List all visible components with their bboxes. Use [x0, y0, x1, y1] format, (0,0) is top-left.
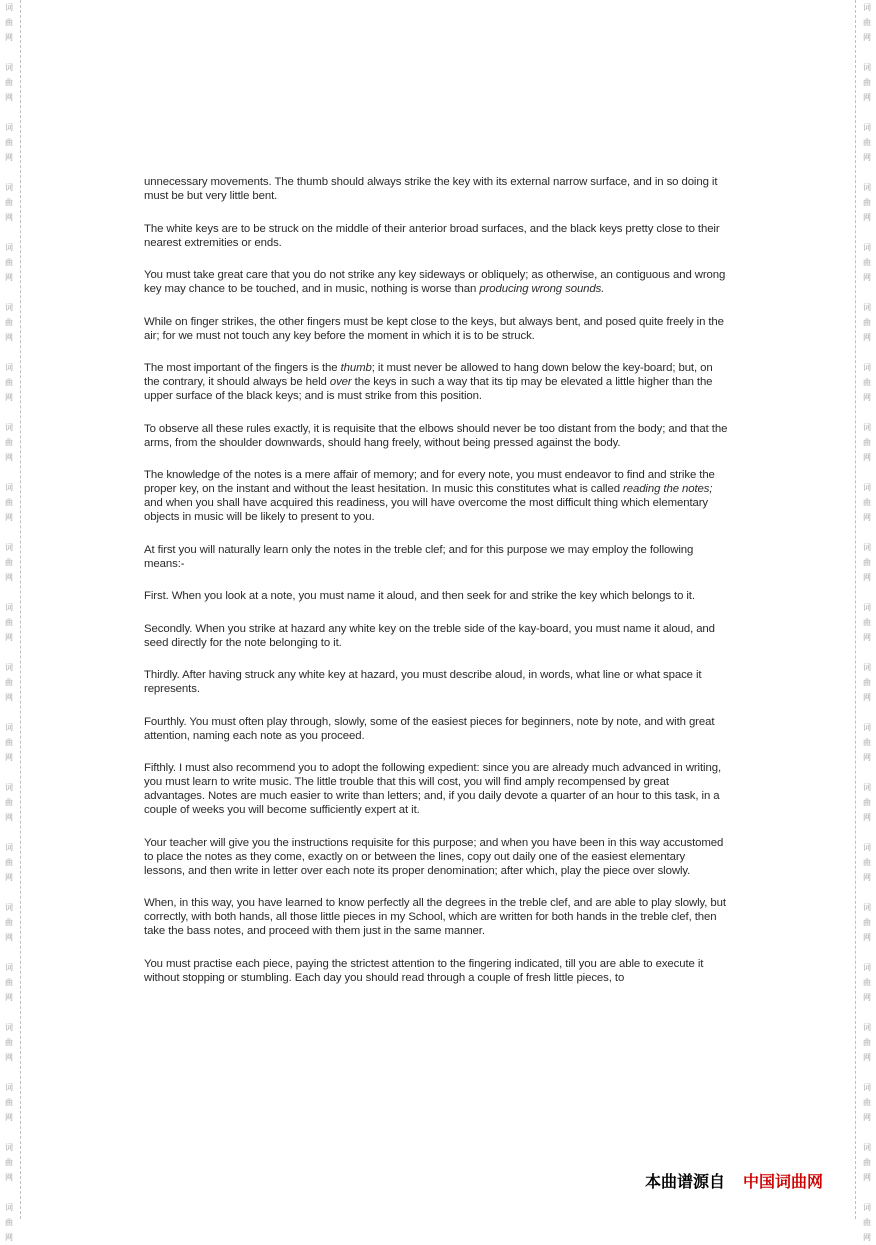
- watermark-glyph: 词: [5, 1203, 13, 1212]
- text-run: At first you will naturally learn only the notes in the treble clef; and for this purpose we may employ the following means:-: [144, 543, 694, 570]
- watermark-glyph: 曲: [5, 318, 13, 327]
- watermark-glyph: 曲: [5, 558, 13, 567]
- body-paragraph: [144, 175, 728, 203]
- watermark-glyph: 网: [863, 933, 871, 942]
- watermark-glyph: 曲: [5, 858, 13, 867]
- watermark-glyph: 网: [5, 813, 13, 822]
- watermark-glyph: 词: [5, 723, 13, 732]
- watermark-glyph-group: [0, 360, 18, 405]
- watermark-glyph: 网: [5, 1113, 13, 1122]
- watermark-glyph-group: [858, 660, 876, 705]
- footer-source-label: 本曲谱源自: [645, 1172, 726, 1191]
- text-run: The knowledge of the notes is a mere affair of memory; and for every note, you must endeavor to find and strike the proper key, on the instant and without the least hesitation. In music this constitutes what is called: [144, 469, 715, 495]
- watermark-glyph: 词: [863, 3, 871, 12]
- watermark-glyph-group: [0, 600, 18, 645]
- watermark-glyph-group: [0, 960, 18, 1005]
- body-paragraph: [144, 668, 728, 696]
- watermark-glyph: 曲: [5, 78, 13, 87]
- watermark-glyph: 网: [5, 93, 13, 102]
- watermark-glyph: 词: [863, 1023, 871, 1032]
- watermark-glyph: 词: [5, 243, 13, 252]
- watermark-glyph: 词: [863, 1143, 871, 1152]
- watermark-glyph: 词: [5, 183, 13, 192]
- watermark-glyph: 词: [863, 63, 871, 72]
- watermark-glyph-group: [0, 900, 18, 945]
- watermark-glyph: 网: [863, 33, 871, 42]
- text-run: The white keys are to be struck on the middle of their anterior broad surfaces, and the black keys pretty close to their nearest extremities or ends.: [144, 222, 720, 249]
- document-body: [144, 175, 728, 1003]
- watermark-glyph-group: [0, 840, 18, 885]
- watermark-glyph: 曲: [5, 1158, 13, 1167]
- watermark-glyph: 网: [863, 693, 871, 702]
- watermark-glyph: 词: [5, 663, 13, 672]
- watermark-glyph: 词: [863, 363, 871, 372]
- watermark-glyph: 词: [863, 783, 871, 792]
- watermark-glyph: 网: [5, 1173, 13, 1182]
- watermark-glyph: 曲: [863, 498, 871, 507]
- watermark-glyph: 曲: [863, 918, 871, 927]
- watermark-glyph: 曲: [863, 318, 871, 327]
- text-run: the keys in such a way that its tip may be elevated a little higher than the upper surface of the black keys; and is must strike from this position.: [144, 376, 713, 402]
- watermark-glyph: 词: [863, 723, 871, 732]
- watermark-glyph: 网: [5, 573, 13, 582]
- watermark-glyph: 词: [5, 423, 13, 432]
- emphasized-text: over: [329, 376, 352, 388]
- watermark-glyph: 词: [5, 1083, 13, 1092]
- watermark-glyph: 曲: [863, 258, 871, 267]
- body-paragraph: [144, 315, 728, 343]
- body-paragraph: [144, 361, 728, 403]
- footer-credit: [645, 1169, 823, 1192]
- watermark-glyph: 词: [5, 303, 13, 312]
- watermark-glyph: 网: [5, 1053, 13, 1062]
- watermark-glyph-group: [858, 360, 876, 405]
- text-run: ; it must never be allowed to hang down below the key-board; but, on the contrary, it should always be held: [144, 362, 713, 388]
- watermark-glyph-group: [858, 720, 876, 765]
- watermark-glyph: 曲: [5, 918, 13, 927]
- watermark-glyph: 曲: [863, 1038, 871, 1047]
- text-run: You must practise each piece, paying the strictest attention to the fingering indicated, till you are able to execute it without stopping or stumbling. Each day you should read through a couple of fresh little pieces, to: [144, 957, 704, 984]
- watermark-glyph: 词: [863, 123, 871, 132]
- text-run: Fifthly. I must also recommend you to adopt the following expedient: since you are already much advanced in writing, you must learn to write music. The little trouble that this will cost, you will find amply recompensed by great advantages. Notes are much easier to write than letters; and, if you daily devote a quarter of an hour to this task, in a couple of weeks you will become sufficiently expert at it.: [144, 762, 722, 816]
- watermark-glyph: 网: [5, 693, 13, 702]
- watermark-glyph: 词: [863, 603, 871, 612]
- watermark-glyph-group: [0, 480, 18, 525]
- watermark-glyph: 曲: [863, 78, 871, 87]
- watermark-glyph-group: [0, 180, 18, 225]
- watermark-glyph: 网: [863, 1053, 871, 1062]
- text-run: Your teacher will give you the instructions requisite for this purpose; and when you have been in this way accustomed to place the notes as they come, exactly on or between the lines, copy out daily one of the easiest elementary lessons, and then write in letter over each note its proper denomination; after which, play the piece over slowly.: [144, 836, 724, 877]
- left-watermark-strip: [0, 0, 21, 1242]
- watermark-glyph: 曲: [5, 978, 13, 987]
- watermark-glyph: 网: [5, 753, 13, 762]
- watermark-glyph-group: [858, 1200, 876, 1245]
- body-paragraph: [144, 543, 728, 571]
- watermark-glyph: 曲: [863, 978, 871, 987]
- watermark-glyph: 网: [5, 633, 13, 642]
- body-paragraph: [144, 268, 728, 296]
- watermark-glyph: 网: [5, 453, 13, 462]
- watermark-glyph: 网: [863, 273, 871, 282]
- watermark-glyph: 网: [863, 1173, 871, 1182]
- watermark-glyph: 曲: [5, 498, 13, 507]
- watermark-glyph: 词: [5, 363, 13, 372]
- body-paragraph: [144, 836, 728, 878]
- footer-site-name: 中国词曲网: [743, 1172, 824, 1191]
- watermark-glyph-group: [858, 420, 876, 465]
- watermark-glyph: 曲: [863, 378, 871, 387]
- watermark-glyph: 网: [5, 933, 13, 942]
- body-paragraph: [144, 622, 728, 650]
- watermark-glyph: 网: [863, 873, 871, 882]
- watermark-glyph: 词: [5, 903, 13, 912]
- watermark-glyph-group: [0, 720, 18, 765]
- watermark-glyph: 词: [5, 3, 13, 12]
- watermark-glyph-group: [0, 420, 18, 465]
- watermark-glyph: 曲: [863, 138, 871, 147]
- text-run: You must take great care that you do not strike any key sideways or obliquely; as otherwise, an contiguous and wrong key may chance to be touched, and in music, nothing is worse than: [144, 269, 726, 295]
- watermark-glyph: 词: [863, 903, 871, 912]
- watermark-glyph: 网: [5, 273, 13, 282]
- text-run: Secondly. When you strike at hazard any white key on the treble side of the kay-board, you must name it aloud, and seed directly for the note belonging to it.: [144, 622, 715, 649]
- watermark-glyph-group: [858, 60, 876, 105]
- watermark-glyph: 网: [5, 393, 13, 402]
- body-paragraph: [144, 715, 728, 743]
- watermark-glyph: 网: [863, 1113, 871, 1122]
- watermark-glyph: 网: [863, 813, 871, 822]
- watermark-glyph-group: [0, 60, 18, 105]
- watermark-glyph: 词: [5, 603, 13, 612]
- watermark-glyph: 网: [5, 33, 13, 42]
- watermark-glyph: 网: [863, 753, 871, 762]
- watermark-glyph: 词: [5, 1023, 13, 1032]
- body-paragraph: [144, 422, 728, 450]
- watermark-glyph: 曲: [863, 1158, 871, 1167]
- watermark-glyph-group: [0, 0, 18, 45]
- watermark-glyph-group: [858, 1140, 876, 1185]
- watermark-glyph-group: [858, 240, 876, 285]
- watermark-glyph: 网: [863, 453, 871, 462]
- watermark-glyph: 词: [863, 963, 871, 972]
- watermark-glyph: 网: [5, 333, 13, 342]
- watermark-glyph: 曲: [863, 558, 871, 567]
- watermark-glyph: 网: [863, 993, 871, 1002]
- body-paragraph: [144, 957, 728, 985]
- watermark-glyph-group: [858, 120, 876, 165]
- watermark-glyph: 网: [863, 333, 871, 342]
- watermark-glyph: 网: [5, 213, 13, 222]
- watermark-glyph-group: [0, 1020, 18, 1065]
- watermark-glyph: 曲: [5, 438, 13, 447]
- watermark-glyph: 曲: [5, 198, 13, 207]
- watermark-glyph: 网: [863, 513, 871, 522]
- text-run: Fourthly. You must often play through, slowly, some of the easiest pieces for beginners, note by note, and with great attention, naming each note as you proceed.: [144, 715, 715, 742]
- watermark-glyph-group: [0, 1080, 18, 1125]
- watermark-glyph: 曲: [863, 798, 871, 807]
- watermark-glyph: 曲: [5, 18, 13, 27]
- watermark-glyph: 词: [863, 843, 871, 852]
- watermark-glyph-group: [858, 900, 876, 945]
- watermark-glyph: 曲: [5, 378, 13, 387]
- watermark-glyph: 曲: [863, 1218, 871, 1227]
- watermark-glyph: 词: [5, 963, 13, 972]
- watermark-glyph: 词: [5, 63, 13, 72]
- watermark-glyph: 网: [863, 93, 871, 102]
- watermark-glyph: 曲: [5, 798, 13, 807]
- watermark-glyph-group: [858, 180, 876, 225]
- watermark-glyph-group: [858, 300, 876, 345]
- emphasized-text: reading the notes;: [623, 483, 713, 495]
- watermark-glyph-group: [0, 540, 18, 585]
- emphasized-text: producing wrong sounds.: [479, 283, 605, 295]
- watermark-glyph-group: [0, 1140, 18, 1185]
- text-run: While on finger strikes, the other fingers must be kept close to the keys, but always bent, and posed quite freely in the air; for we must not touch any key before the moment in which it is to be struck.: [144, 315, 724, 342]
- watermark-glyph: 词: [5, 123, 13, 132]
- watermark-glyph-group: [858, 1080, 876, 1125]
- watermark-glyph: 网: [5, 993, 13, 1002]
- watermark-glyph: 曲: [5, 678, 13, 687]
- watermark-glyph-group: [0, 780, 18, 825]
- watermark-glyph: 曲: [5, 258, 13, 267]
- watermark-glyph-group: [0, 660, 18, 705]
- right-watermark-strip: [855, 0, 876, 1242]
- watermark-glyph: 词: [5, 483, 13, 492]
- watermark-glyph: 词: [5, 543, 13, 552]
- body-paragraph: [144, 761, 728, 817]
- watermark-glyph: 网: [863, 393, 871, 402]
- text-run: First. When you look at a note, you must name it aloud, and then seek for and strike the key which belongs to it.: [144, 590, 695, 602]
- watermark-glyph: 曲: [5, 138, 13, 147]
- watermark-glyph: 网: [863, 213, 871, 222]
- watermark-glyph: 网: [863, 1233, 871, 1242]
- watermark-glyph-group: [858, 480, 876, 525]
- text-run: The most important of the fingers is the: [144, 362, 341, 374]
- watermark-glyph: 词: [5, 843, 13, 852]
- watermark-glyph-group: [858, 0, 876, 45]
- text-run: and when you shall have acquired this readiness, you will have overcome the most difficult thing which elementary objects in music will be likely to present to you.: [144, 497, 709, 523]
- watermark-glyph: 曲: [863, 738, 871, 747]
- watermark-glyph: 曲: [863, 198, 871, 207]
- watermark-glyph: 曲: [5, 1218, 13, 1227]
- emphasized-text: thumb: [340, 362, 372, 374]
- watermark-glyph-group: [0, 240, 18, 285]
- watermark-glyph: 词: [863, 543, 871, 552]
- watermark-glyph-group: [858, 1020, 876, 1065]
- watermark-glyph: 曲: [5, 618, 13, 627]
- watermark-glyph: 曲: [5, 1098, 13, 1107]
- watermark-glyph-group: [858, 600, 876, 645]
- watermark-glyph-group: [0, 120, 18, 165]
- watermark-glyph: 词: [863, 1083, 871, 1092]
- watermark-glyph: 曲: [863, 858, 871, 867]
- watermark-glyph: 曲: [863, 678, 871, 687]
- watermark-glyph-group: [0, 1200, 18, 1245]
- watermark-glyph-group: [0, 300, 18, 345]
- text-run: To observe all these rules exactly, it is requisite that the elbows should never be too distant from the body; and that the arms, from the shoulder downwards, should hang freely, without being pressed against the body.: [144, 422, 728, 449]
- text-run: unnecessary movements. The thumb should always strike the key with its external narrow surface, and in so doing it must be but very little bent.: [144, 176, 718, 202]
- watermark-glyph: 曲: [863, 438, 871, 447]
- watermark-glyph: 网: [5, 1233, 13, 1242]
- watermark-glyph: 网: [5, 153, 13, 162]
- watermark-glyph: 词: [5, 1143, 13, 1152]
- watermark-glyph: 词: [863, 183, 871, 192]
- watermark-glyph-group: [858, 960, 876, 1005]
- watermark-glyph: 词: [863, 243, 871, 252]
- watermark-glyph: 曲: [863, 618, 871, 627]
- body-paragraph: [144, 222, 728, 250]
- watermark-glyph: 网: [5, 873, 13, 882]
- watermark-glyph: 词: [863, 423, 871, 432]
- text-run: When, in this way, you have learned to know perfectly all the degrees in the treble clef, and are able to play slowly, but correctly, with both hands, all those little pieces in my School, which are written for both hands in the treble clef, then take the bass notes, and proceed with them just in the same manner.: [144, 897, 726, 937]
- watermark-glyph: 曲: [5, 738, 13, 747]
- watermark-glyph: 词: [863, 663, 871, 672]
- watermark-glyph-group: [858, 840, 876, 885]
- watermark-glyph: 网: [863, 573, 871, 582]
- watermark-glyph: 网: [863, 153, 871, 162]
- watermark-glyph: 词: [5, 783, 13, 792]
- watermark-glyph-group: [858, 540, 876, 585]
- body-paragraph: [144, 468, 728, 524]
- watermark-glyph: 网: [5, 513, 13, 522]
- watermark-glyph-group: [858, 780, 876, 825]
- watermark-glyph: 词: [863, 1203, 871, 1212]
- watermark-glyph: 曲: [5, 1038, 13, 1047]
- watermark-glyph: 曲: [863, 1098, 871, 1107]
- watermark-glyph: 词: [863, 303, 871, 312]
- watermark-glyph: 网: [863, 633, 871, 642]
- watermark-glyph: 曲: [863, 18, 871, 27]
- body-paragraph: [144, 589, 728, 603]
- text-run: Thirdly. After having struck any white key at hazard, you must describe aloud, in words, what line or what space it represents.: [144, 669, 702, 695]
- body-paragraph: [144, 896, 728, 938]
- watermark-glyph: 词: [863, 483, 871, 492]
